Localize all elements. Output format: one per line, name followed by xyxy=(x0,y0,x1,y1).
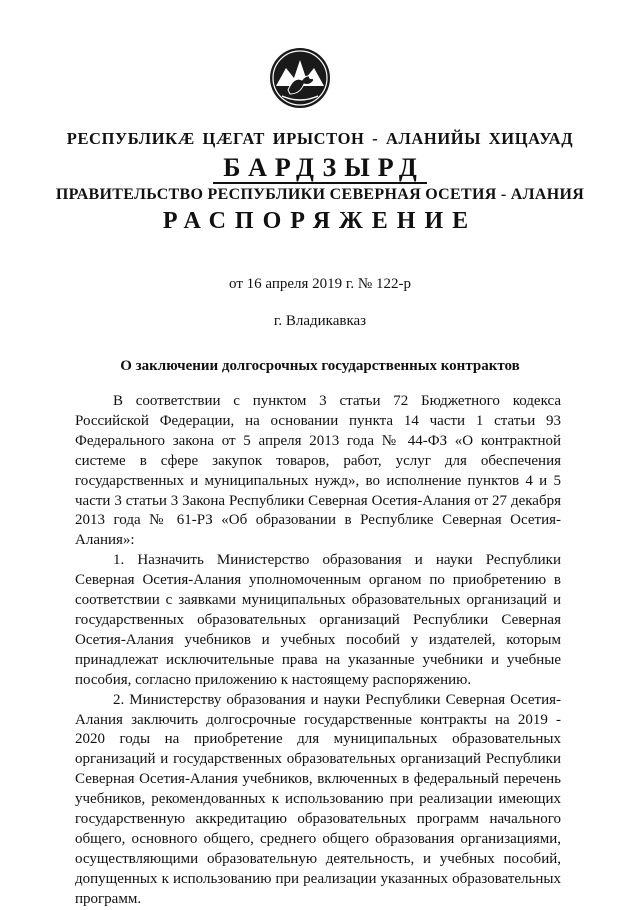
header-bardzyrd-text: БАРДЗЫРД xyxy=(213,153,427,184)
document-body xyxy=(75,392,561,910)
city-line: г. Владикавказ xyxy=(273,313,367,329)
paragraph-item-2: 2. Министерству образования и науки Республики Северная Осетия-Алания заключить долгосрочные государственные контракты на 2019 - 2020 годы на приобретение для муниципальных образовательных организаций и государственных образовательных организаций Республики Северная Осетия-Алания учебников, включенных в федеральный перечень учебников, рекомендованных к использованию при реализации имеющих государственную аккредитацию образовательных программ начального общего, основного общего, среднего общего образования организациями, осуществляющими образовательную деятельность, и учебных пособий, допущенных к использованию при реализации указанных образовательных программ. xyxy=(75,691,561,907)
header-ossetian-line: РЕСПУБЛИКӔ ЦӔГАТ ИРЫСТОН - АЛАНИЙЫ ХИЦАУАД xyxy=(66,129,574,148)
document-title: РАСПОРЯЖЕНИЕ xyxy=(162,208,478,234)
paragraph-preamble: В соответствии с пунктом 3 статьи 72 Бюджетного кодекса Российской Федерации, на основании пункта 14 части 1 статьи 93 Федерального закона от 5 апреля 2013 года № 44-ФЗ «О контрактной системе в сфере закупок товаров, работ, услуг для обеспечения государственных и муниципальных нужд», во исполнение пунктов 4 и 5 части 3 статьи 3 Закона Республики Северная Осетия-Алания от 27 декабря 2013 года № 61-РЗ «Об образовании в Республике Северная Осетия-Алания»: xyxy=(75,393,561,549)
subject-heading: О заключении долгосрочных государственных контрактов xyxy=(120,358,520,374)
paragraph-item-1: 1. Назначить Министерство образования и науки Республики Северная Осетия-Алания уполномоченным органом по приобретению в соответствии с заявками муниципальных образовательных организаций и государственных образовательных организаций Республики Северная Осетия-Алания учебников и учебных пособий у издателей, которым принадлежат исключительные права на указанные учебники и учебные пособия, согласно приложению к настоящему распоряжению. xyxy=(75,552,561,688)
coat-of-arms-emblem-icon xyxy=(268,46,332,110)
header-bardzyrd xyxy=(0,153,640,183)
header-government-line: ПРАВИТЕЛЬСТВО РЕСПУБЛИКИ СЕВЕРНАЯ ОСЕТИЯ - АЛАНИЯ xyxy=(55,186,585,203)
date-line: от 16 апреля 2019 г. № 122-р xyxy=(229,276,411,292)
